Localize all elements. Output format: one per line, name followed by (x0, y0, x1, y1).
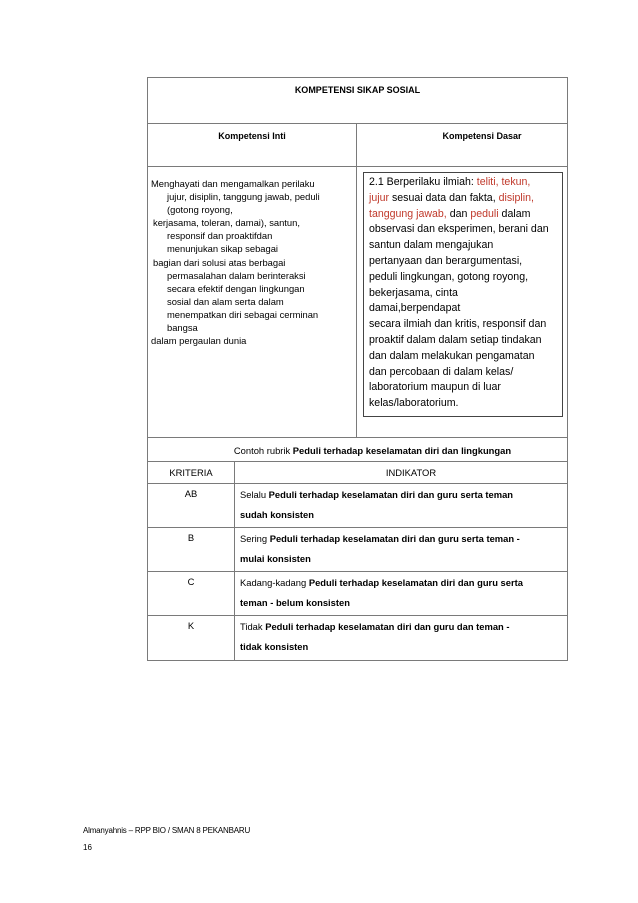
rubric-title-prefix: Contoh rubrik (233, 445, 293, 456)
kd-highlight: disiplin, (498, 191, 534, 204)
ki-line: secara efektif dengan lingkungan (167, 282, 305, 294)
kd-text: dan (446, 207, 471, 220)
kd-text: sesuai data dan fakta, (389, 191, 499, 204)
kd-highlight: tanggung jawab, (369, 207, 447, 220)
kompetensi-dasar-cell (357, 167, 567, 437)
ki-line: dalam pergaulan dunia (151, 335, 247, 347)
ki-line: responsif dan proaktifdan (167, 230, 273, 242)
indikator-k (235, 616, 567, 660)
indikator-bold: Peduli terhadap keselamatan diri dan guru serta (308, 577, 523, 588)
table-title: KOMPETENSI SIKAP SOSIAL (148, 78, 567, 124)
kd-text: dalam (498, 207, 531, 220)
indikator-bold: Peduli terhadap keselamatan diri dan guru dan teman - (265, 621, 510, 632)
kompetensi-inti-text (148, 167, 357, 437)
kriteria-k: K (148, 616, 235, 660)
header-row (148, 124, 567, 167)
kd-line: pertanyaan dan berargumentasi, (369, 254, 523, 267)
kd-line: peduli lingkungan, gotong royong, (369, 270, 529, 283)
ki-line: permasalahan dalam berinteraksi (167, 269, 306, 281)
rubric-title (148, 438, 567, 462)
indikator-bold: Peduli terhadap keselamatan diri dan guru serta teman (268, 489, 514, 500)
page-footer: Almanyahnis – RPP BIO / SMAN 8 PEKANBARU (83, 826, 251, 835)
ki-line: kerjasama, toleran, damai), santun, (153, 217, 300, 229)
kd-line: laboratorium maupun di luar (369, 381, 501, 394)
ki-line: sosial dan alam serta dalam (167, 295, 284, 307)
kd-highlight: peduli (470, 207, 499, 220)
kd-line: proaktif dalam dalam setiap tindakan (369, 333, 542, 346)
indikator-prefix: Kadang-kadang (240, 577, 309, 588)
indikator-bold: Peduli terhadap keselamatan diri dan guru serta teman - (269, 533, 520, 544)
kd-line: dan percobaan di dalam kelas/ (369, 365, 514, 378)
rubric-title-bold: Peduli terhadap keselamatan diri dan lingkungan (292, 445, 512, 456)
kd-line: bekerjasama, cinta (369, 286, 458, 299)
kd-line: damai,berpendapat (369, 302, 461, 315)
kd-line (369, 191, 558, 207)
content-row (148, 167, 567, 438)
rubric-table (148, 462, 567, 660)
indikator-b (235, 528, 567, 572)
kriteria-c: C (148, 572, 235, 616)
indikator-bold: teman - belum konsisten (240, 597, 350, 608)
indikator-bold: sudah konsisten (240, 509, 314, 520)
kriteria-ab: AB (148, 484, 235, 528)
competency-table (147, 77, 568, 661)
page-number: 16 (83, 843, 92, 852)
kd-line: secara ilmiah dan kritis, responsif dan (369, 318, 547, 331)
kd-line: dan dalam melakukan pengamatan (369, 349, 535, 362)
kd-highlight: jujur (369, 191, 390, 204)
header-kompetensi-inti: Kompetensi Inti (148, 124, 357, 166)
indikator-prefix: Tidak (240, 621, 266, 632)
ki-line: bagian dari solusi atas berbagai (153, 256, 286, 268)
indikator-ab (235, 484, 567, 528)
ki-line: menempatkan diri sebagai cerminan (167, 308, 319, 320)
header-kompetensi-dasar: Kompetensi Dasar (442, 131, 522, 141)
col-header-kriteria: KRITERIA (148, 462, 235, 484)
indikator-bold: tidak konsisten (240, 641, 309, 652)
ki-line: Menghayati dan mengamalkan perilaku (151, 178, 315, 189)
col-header-indikator: INDIKATOR (235, 462, 567, 484)
kd-line: observasi dan eksperimen, berani dan (369, 223, 549, 236)
ki-line: (gotong royong, (167, 204, 233, 216)
kd-highlight: teliti, tekun, (476, 176, 531, 188)
kd-line (369, 207, 558, 223)
ki-line: jujur, disiplin, tanggung jawab, peduli (167, 191, 320, 203)
kd-line: santun dalam mengajukan (369, 239, 494, 252)
indikator-prefix: Sering (240, 533, 270, 544)
indikator-bold: mulai konsisten (240, 553, 311, 564)
kd-line: kelas/laboratorium. (369, 397, 459, 410)
indikator-prefix: Selalu (240, 489, 269, 500)
indikator-c (235, 572, 567, 616)
kd-line (369, 175, 558, 191)
kd-text: 2.1 Berperilaku ilmiah: (369, 176, 477, 188)
kriteria-b: B (148, 528, 235, 572)
kompetensi-dasar-text (363, 172, 563, 417)
ki-line: bangsa (167, 322, 198, 334)
ki-line: menunjukan sikap sebagai (167, 243, 279, 255)
